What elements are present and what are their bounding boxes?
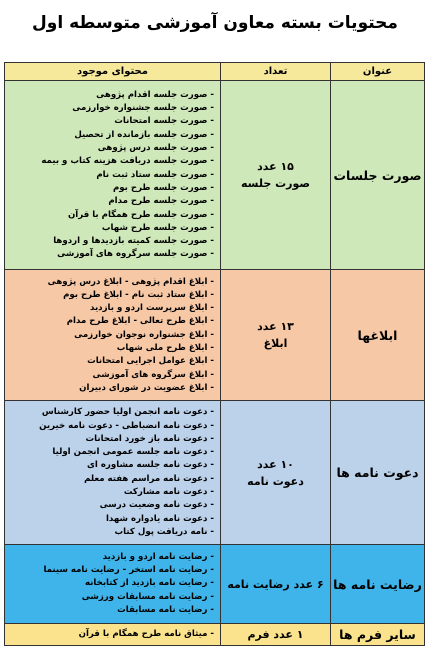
row-count	[221, 270, 331, 401]
list-item: - صورت جلسه بازمانده از تحصیل	[74, 129, 214, 140]
content-list	[11, 406, 214, 539]
list-item: - دعوت نامه باز خورد امتحانات	[85, 433, 214, 444]
row-count	[221, 545, 331, 624]
count-line: ۱۳ عدد	[257, 320, 294, 334]
list-item: - صورت جلسه طرح بوم	[112, 182, 214, 193]
list-item: - صورت جلسه طرح شهاب	[101, 222, 214, 233]
row-title: صورت جلسات	[331, 81, 425, 270]
count-line: ۱۰ عدد	[257, 457, 294, 471]
list-item: - رضایت نامه مسابقات	[117, 604, 214, 615]
row-title: ابلاغها	[331, 270, 425, 401]
content-list	[11, 628, 214, 641]
list-item: - صورت جلسه طرح همگام با قرآن	[67, 209, 214, 220]
row-content	[5, 401, 221, 545]
list-item: - صورت جلسه اقدام پژوهی	[96, 89, 214, 100]
row-title: سایر فرم ها	[331, 623, 425, 645]
count-line: ۱۵ عدد	[257, 160, 294, 174]
list-item: - صورت جلسه جشنواره خوارزمی	[72, 103, 214, 114]
row-count	[221, 81, 331, 270]
list-item: - ابلاغ طرح تعالی - ابلاغ طرح مدام	[66, 316, 214, 327]
content-table	[4, 62, 425, 646]
header-count: تعداد	[221, 63, 331, 81]
list-item: - دعوت نامه مراسم هفته معلم	[84, 473, 214, 484]
row-count	[221, 623, 331, 645]
row-title: رضایت نامه ها	[331, 545, 425, 624]
list-item: - ابلاغ اقدام پژوهی - ابلاغ درس پژوهی	[47, 276, 214, 287]
row-content	[5, 270, 221, 401]
row-assignments	[5, 270, 425, 401]
list-item: - صورت جلسه طرح مدام	[108, 196, 214, 207]
header-title: عنوان	[331, 63, 425, 81]
content-list	[11, 551, 214, 617]
list-item: - رضایت نامه اردو و بازدید	[102, 551, 214, 562]
list-item: - ابلاغ سرپرست اردو و بازدید	[89, 303, 214, 314]
list-item: - دعوت نامه وضعیت درسی	[99, 500, 214, 511]
row-content	[5, 81, 221, 270]
list-item: - دعوت نامه مشارکت	[123, 487, 214, 498]
row-content	[5, 623, 221, 645]
header-content: محتوای موجود	[5, 63, 221, 81]
row-title: دعوت نامه ها	[331, 401, 425, 545]
list-item: - دعوت نامه انضباطی - دعوت نامه خیرین	[39, 420, 214, 431]
list-item: - صورت جلسه کمیته بازدیدها و اردوها	[53, 236, 214, 247]
row-invitations	[5, 401, 425, 545]
list-item: - دعوت نامه انجمن اولیا حضور کارشناس	[41, 407, 214, 418]
page-title: محتویات بسته معاون آموزشی متوسطه اول	[32, 13, 398, 33]
list-item: - صورت جلسه سرگروه های آموزشی	[57, 249, 214, 260]
list-item: - دعوت نامه یادواره شهدا	[105, 513, 214, 524]
header-row	[5, 63, 425, 81]
count-line: دعوت نامه	[247, 474, 304, 488]
list-item: - ابلاغ عوامل اجرایی امتحانات	[87, 356, 214, 367]
count-line: ۱ عدد فرم	[247, 627, 304, 641]
row-consents	[5, 545, 425, 624]
list-item: - رضایت نامه استخر - رضایت نامه سینما	[43, 565, 214, 576]
content-list	[11, 89, 214, 262]
list-item: - ابلاغ عضویت در شورای دبیران	[79, 382, 214, 393]
list-item: - صورت جلسه دریافت هزینه کتاب و بیمه	[41, 156, 214, 167]
list-item: - میثاق نامه طرح همگام با قرآن	[78, 628, 214, 639]
list-item: - صورت جلسه درس پژوهی	[97, 143, 214, 154]
list-item: - ابلاغ سرگروه های آموزشی	[92, 369, 214, 380]
count-line: ابلاغ	[263, 337, 288, 351]
list-item: - صورت جلسه ستاد ثبت نام	[96, 169, 214, 180]
count-line: صورت جلسه	[240, 177, 311, 191]
list-item: - ابلاغ جشنواره نوجوان خوارزمی	[74, 329, 214, 340]
row-content	[5, 545, 221, 624]
list-item: - رضایت نامه مسابقات ورزشی	[81, 591, 214, 602]
count-line: ۶ عدد رضایت نامه	[227, 577, 324, 591]
list-item: - دعوت نامه جلسه مشاوره ای	[87, 460, 214, 471]
row-count	[221, 401, 331, 545]
list-item: - دعوت نامه جلسه عمومی انجمن اولیا	[52, 447, 214, 458]
list-item: - ابلاغ ستاد ثبت نام - ابلاغ طرح بوم	[63, 289, 214, 300]
row-other-forms	[5, 623, 425, 645]
content-list	[11, 276, 214, 396]
list-item: - ابلاغ طرح ملی شهاب	[116, 343, 214, 353]
list-item: - نامه دریافت پول کتاب	[114, 526, 214, 537]
list-item: - رضایت نامه بازدید از کتابخانه	[84, 578, 214, 589]
row-minutes	[5, 81, 425, 270]
list-item: - صورت جلسه امتحانات	[114, 116, 214, 127]
